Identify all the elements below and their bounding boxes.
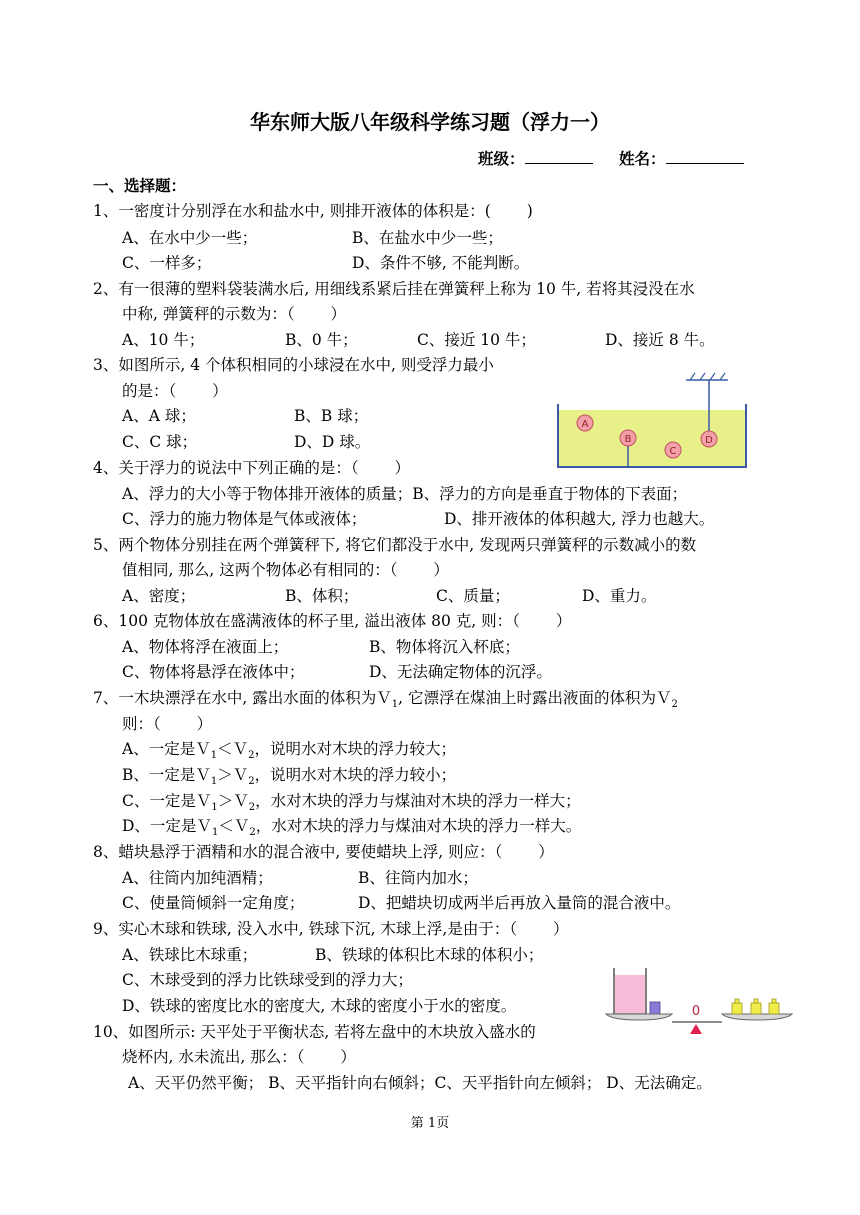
q8-option-c: C、使量筒倾斜一定角度； [122,894,305,912]
q9-option-b: B、铁球的体积比木球的体积小； [315,946,544,964]
name-blank[interactable] [666,149,744,164]
ball-d-label: D [705,435,713,446]
q6-option-c: C、物体将悬浮在液体中； [122,663,305,681]
q2-option-c: C、接近 10 牛； [417,331,536,349]
q2-stem-line1: 2、有一很薄的塑料袋装满水后, 用细线系紧后挂在弹簧秤上称为 10 牛, 若将其浸没在水 [93,280,695,298]
q3-stem-line2: 的是：（ ） [122,382,228,400]
page-title: 华东师大版八年级科学练习题（浮力一） [250,110,610,134]
q9-stem: 9、实心木球和铁球, 没入水中, 铁球下沉, 木球上浮,是由于：（ ） [93,920,569,938]
beaker-water [615,975,645,1013]
name-field [619,149,744,169]
q7-option-d: D、一定是Ｖ$_1$＜Ｖ$_2$，水对木块的浮力与煤油对木块的浮力一样大。 [122,817,582,839]
q6-option-d: D、无法确定物体的沉浮。 [369,663,552,681]
q5-option-b: B、体积； [285,587,359,605]
q7-option-c: C、一定是Ｖ$_1$＞Ｖ$_2$，水对木块的浮力与煤油对木块的浮力一样大； [122,792,581,814]
q8-option-d: D、把蜡块切成两半后再放入量筒的混合液中。 [358,894,681,912]
q9-option-c: C、木球受到的浮力比铁球受到的浮力大； [122,971,413,989]
q5-option-c: C、质量； [436,587,510,605]
q10-options: A、天平仍然平衡； B、天平指针向右倾斜；C、天平指针向左倾斜； D、无法确定。 [128,1074,712,1092]
ball-b-label: B [624,434,632,445]
q3-option-c: C、C 球； [122,433,198,451]
q4-option-ab: A、浮力的大小等于物体排开液体的质量；B、浮力的方向是垂直于物体的下表面； [122,485,688,503]
ball-c-label: C [669,446,677,457]
section-heading: 一、选择题： [93,177,187,195]
q1-stem: 1、一密度计分别浮在水和盐水中, 则排开液体的体积是：( ) [93,202,533,220]
q5-option-a: A、密度； [122,587,196,605]
q4-option-d: D、排开液体的体积越大, 浮力也越大。 [444,510,715,528]
q2-option-a: A、10 牛； [122,331,205,349]
class-blank[interactable] [525,149,593,164]
q7-stem-line2: 则：（ ） [122,715,213,733]
q8-option-b: B、往筒内加水； [358,869,478,887]
q3-stem-line1: 3、如图所示, 4 个体积相同的小球浸在水中, 则受浮力最小 [93,356,494,374]
q10-stem-line1: 10、如图所示: 天平处于平衡状态, 若将左盘中的木块放入盛水的 [93,1023,536,1041]
q1-option-a: A、在水中少一些； [122,229,258,247]
q1-option-b: B、在盐水中少一些； [352,229,503,247]
q6-stem: 6、100 克物体放在盛满液体的杯子里, 溢出液体 80 克, 则：（ ） [93,612,572,630]
class-field [478,149,593,169]
left-pan [606,1014,672,1020]
q2-stem-line2: 中称, 弹簧秤的示数为：（ ） [122,305,347,323]
weights [732,999,779,1014]
balance-pointer [690,1024,702,1034]
q4-stem: 4、关于浮力的说法中下列正确的是：（ ） [93,459,411,477]
page-footer: 第 1页 [410,1116,450,1131]
q8-option-a: A、往筒内加纯酒精； [122,869,273,887]
scale-zero-mark: 0 [691,1004,701,1019]
q1-option-c: C、一样多； [122,254,212,272]
q3-option-b: B、B 球； [294,407,369,425]
q8-stem: 8、蜡块悬浮于酒精和水的混合液中, 要使蜡块上浮, 则应：（ ） [93,843,554,861]
q2-option-b: B、0 牛； [285,331,358,349]
q10-stem-line2: 烧杯内, 水未流出, 那么：（ ） [122,1048,356,1066]
q5-stem-line1: 5、两个物体分别挂在两个弹簧秤下, 将它们都没于水中, 发现两只弹簧秤的示数减小的数 [93,536,697,554]
q9-option-d: D、铁球的密度比水的密度大, 木球的密度小于水的密度。 [122,997,517,1015]
q7-stem-line1: 7、一木块漂浮在水中, 露出水面的体积为Ｖ$_1$, 它漂浮在煤油上时露出液面的体积为Ｖ$_2$ [93,689,678,711]
right-pan [722,1014,792,1020]
ceiling-hatch [690,373,725,380]
wooden-block [650,1002,660,1014]
q3-figure [552,370,752,472]
ball-a-label: A [581,419,589,430]
q7-option-a: A、一定是Ｖ$_1$＜Ｖ$_2$，说明水对木块的浮力较大； [122,740,456,762]
q3-option-a: A、A 球； [122,407,196,425]
q2-option-d: D、接近 8 牛。 [605,331,715,349]
q7-option-b: B、一定是Ｖ$_1$＞Ｖ$_2$，说明水对木块的浮力较小； [122,766,457,788]
q6-option-a: A、物体将浮在液面上； [122,638,289,656]
q3-option-d: D、D 球。 [294,433,371,451]
class-label: 班级： [478,150,525,168]
q9-option-a: A、铁球比木球重； [122,946,258,964]
q10-balance-figure [604,962,796,1038]
q5-option-d: D、重力。 [582,587,657,605]
q1-option-d: D、条件不够, 不能判断。 [352,254,530,272]
name-label: 姓名： [619,150,666,168]
q5-stem-line2: 值相同, 那么, 这两个物体必有相同的：（ ） [122,561,449,579]
q4-option-c: C、浮力的施力物体是气体或液体； [122,510,367,528]
q6-option-b: B、物体将沉入杯底； [369,638,520,656]
